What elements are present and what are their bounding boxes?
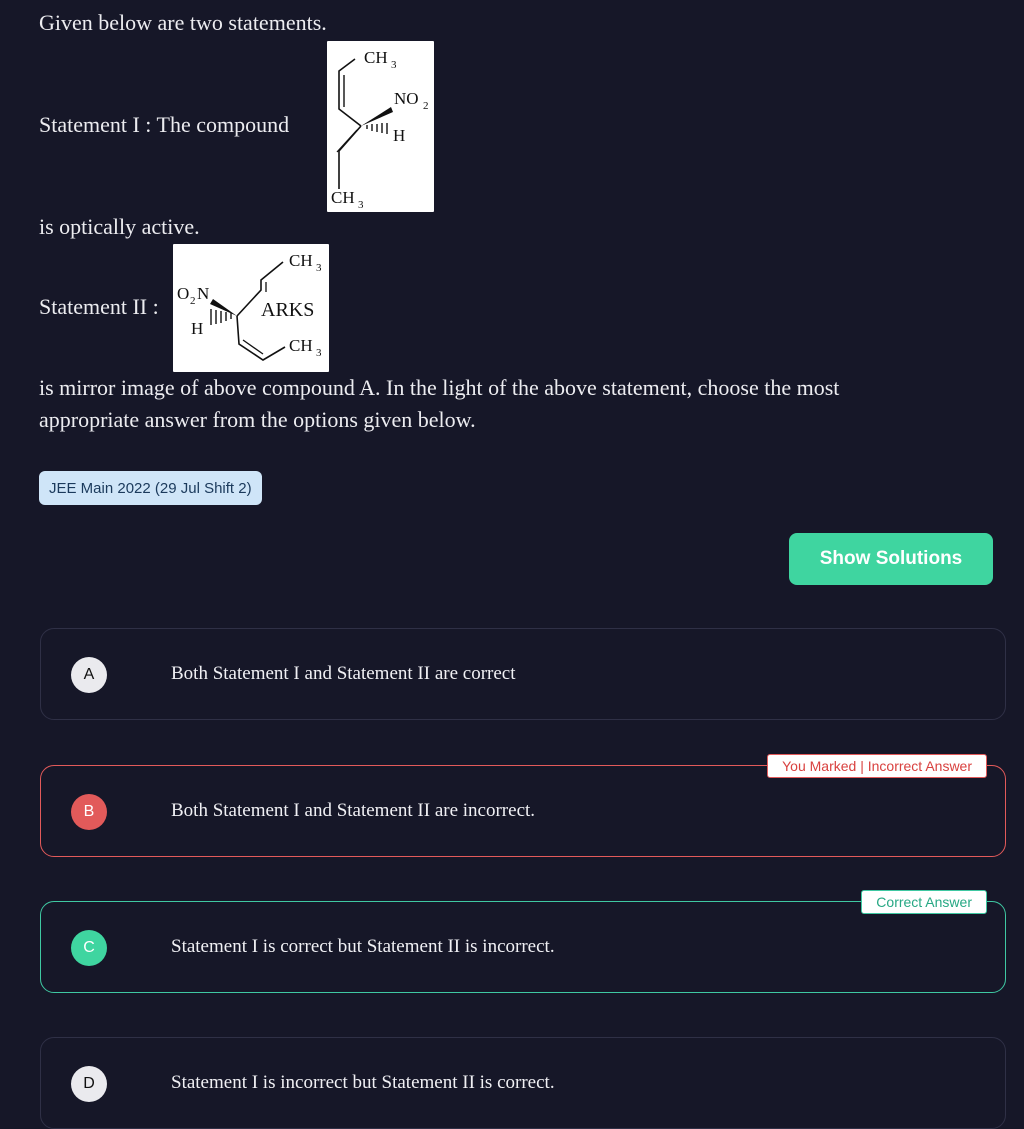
o2n-o-label: O (177, 284, 190, 303)
statement-2-text: Statement II : (39, 294, 159, 319)
correct-answer-badge: Correct Answer (861, 890, 987, 914)
o2n-subscript: 2 (190, 295, 196, 307)
conclusion-line-2: appropriate answer from the options given below. (39, 407, 476, 432)
option-a-letter: A (71, 657, 107, 693)
ch3-bottom-subscript: 3 (358, 199, 364, 211)
ch3-top-subscript: 3 (391, 59, 397, 71)
ch3-top-label: CH (289, 251, 313, 270)
question-intro: Given below are two statements. (39, 10, 327, 35)
option-b-letter: B (71, 794, 107, 830)
option-b-text: Both Statement I and Statement II are incorrect. (171, 800, 536, 821)
statement-1-text: Statement I : The compound (39, 112, 290, 137)
watermark-text: ARKS (261, 299, 315, 321)
statement-1-suffix: is optically active. (39, 214, 200, 239)
compound-a-structure (327, 41, 434, 212)
exam-tag: JEE Main 2022 (29 Jul Shift 2) (39, 471, 262, 505)
h-label: H (191, 319, 204, 338)
option-d-text: Statement I is incorrect but Statement II is correct. (171, 1072, 555, 1093)
ch3-bottom-label: CH (331, 188, 355, 207)
option-b[interactable] (40, 758, 1006, 857)
no2-label: NO (394, 89, 419, 108)
mirror-image-structure (173, 244, 329, 372)
h-label: H (393, 126, 406, 145)
no2-subscript: 2 (423, 100, 429, 112)
option-c[interactable] (40, 894, 1006, 993)
option-d-letter: D (71, 1066, 107, 1102)
ch3-top-label: CH (364, 48, 388, 67)
ch3-bottom-label: CH (289, 336, 313, 355)
option-c-text: Statement I is correct but Statement II is incorrect. (171, 936, 555, 957)
option-d[interactable] (40, 1037, 1006, 1129)
option-a-text: Both Statement I and Statement II are correct (171, 663, 516, 684)
show-solutions-button[interactable]: Show Solutions (789, 533, 993, 585)
incorrect-answer-badge: You Marked | Incorrect Answer (767, 754, 987, 778)
option-c-letter: C (71, 930, 107, 966)
conclusion-line-1: is mirror image of above compound A. In the light of the above statement, choose the most (39, 375, 840, 400)
option-a[interactable] (40, 628, 1006, 720)
ch3-bottom-subscript: 3 (316, 347, 322, 359)
ch3-top-subscript: 3 (316, 262, 322, 274)
o2n-n-label: N (197, 284, 210, 303)
